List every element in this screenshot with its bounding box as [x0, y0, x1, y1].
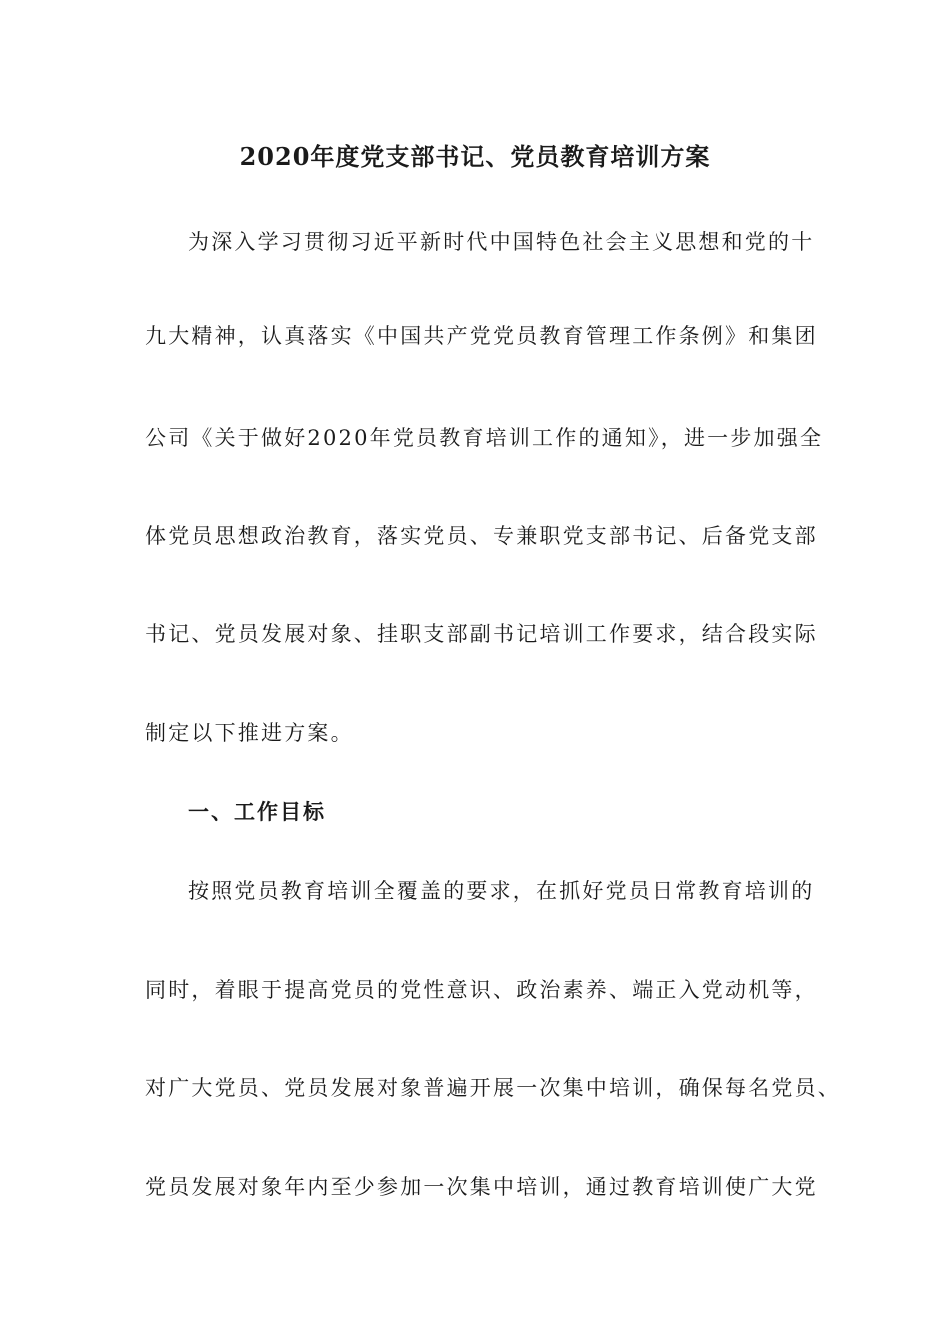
document-title: 2020年度党支部书记、党员教育培训方案	[239, 142, 711, 171]
paragraph-line: 九大精神，认真落实《中国共产党党员教育管理工作条例》和集团	[145, 324, 818, 348]
paragraph-line: 对广大党员、党员发展对象普遍开展一次集中培训，确保每名党员、	[145, 1076, 841, 1100]
paragraph-line: 同时，着眼于提高党员的党性意识、政治素养、端正入党动机等，	[145, 978, 818, 1002]
paragraph-line: 书记、党员发展对象、挂职支部副书记培训工作要求，结合段实际	[145, 622, 818, 646]
paragraph-line: 体党员思想政治教育，落实党员、专兼职党支部书记、后备党支部	[145, 524, 818, 548]
paragraph-line: 为深入学习贯彻习近平新时代中国特色社会主义思想和党的十	[188, 230, 815, 254]
paragraph-line: 党员发展对象年内至少参加一次集中培训，通过教育培训使广大党	[145, 1175, 818, 1199]
section-heading: 一、工作目标	[188, 799, 326, 824]
paragraph-line: 制定以下推进方案。	[145, 721, 354, 745]
paragraph-line: 公司《关于做好2020年党员教育培训工作的通知》，进一步加强全	[145, 426, 824, 450]
paragraph-line: 按照党员教育培训全覆盖的要求，在抓好党员日常教育培训的	[188, 879, 815, 903]
